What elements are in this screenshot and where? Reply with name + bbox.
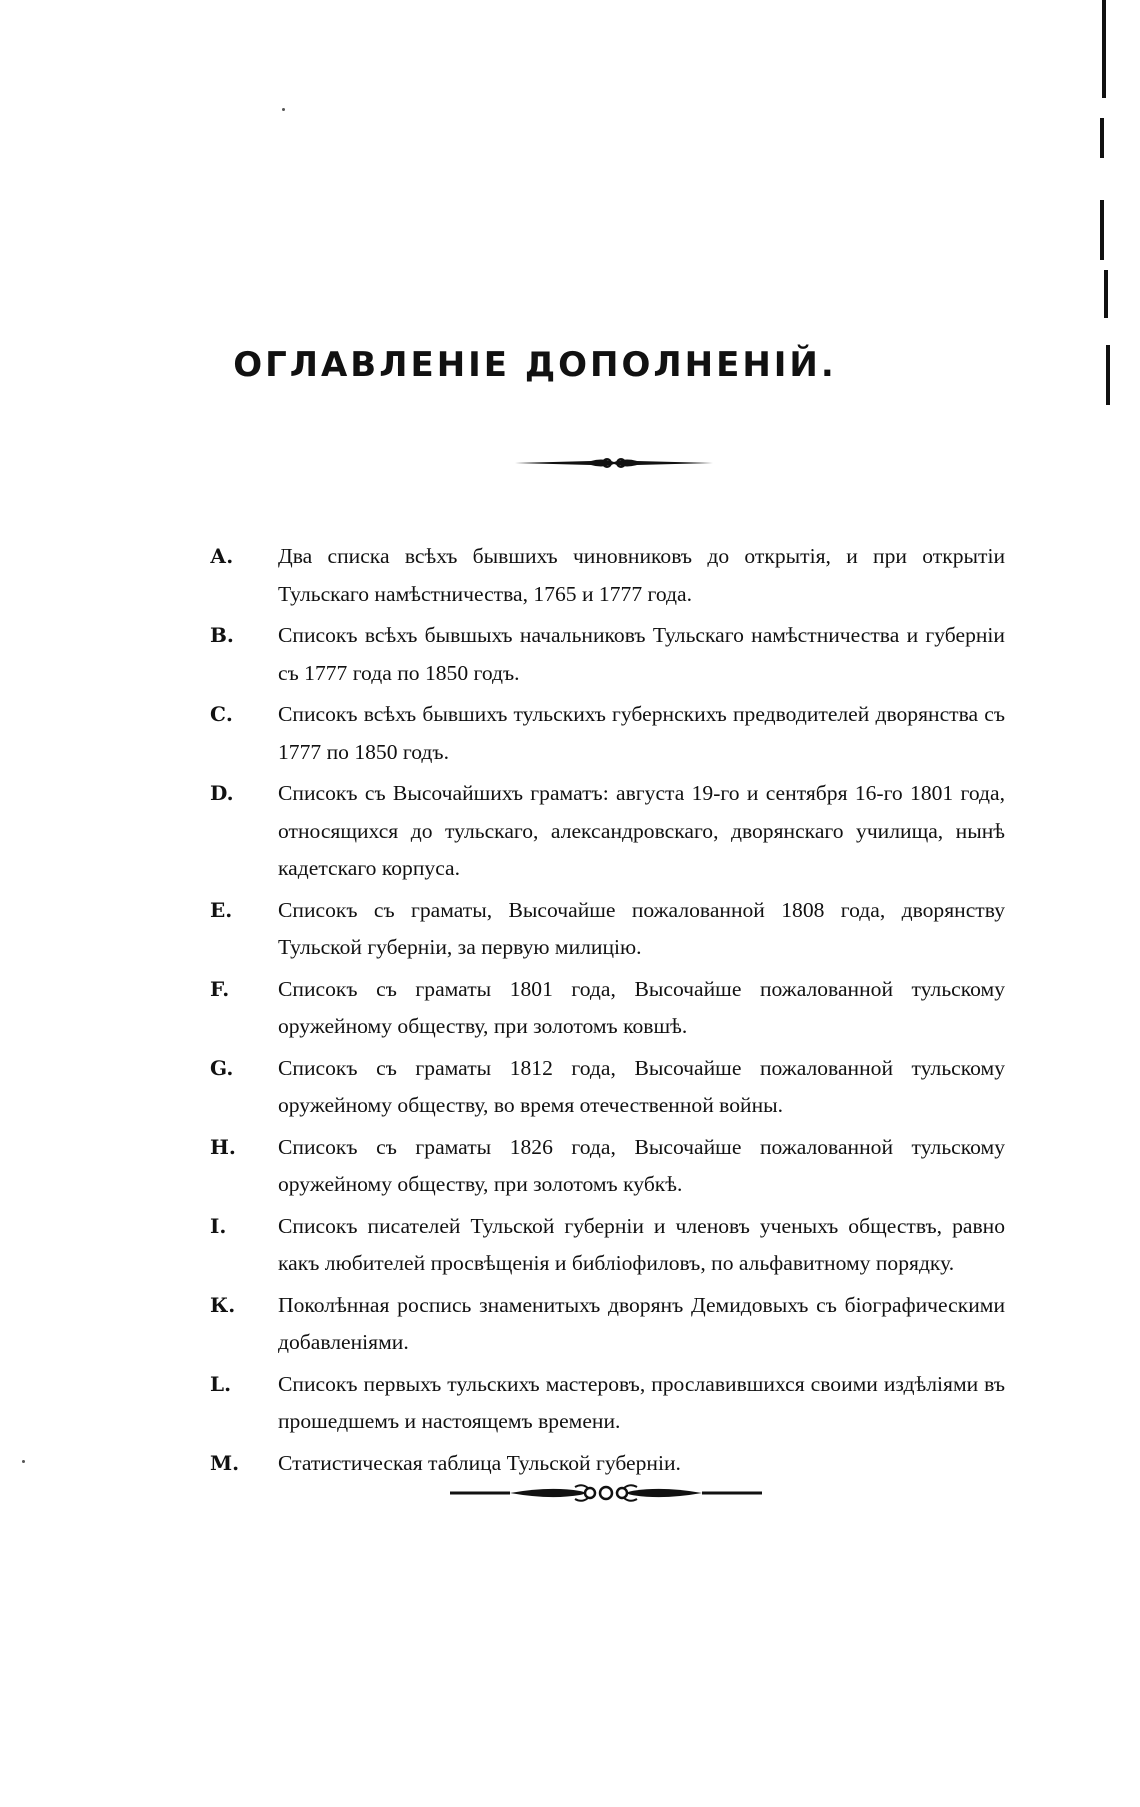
- toc-entry-letter: С.: [210, 702, 233, 726]
- toc-entry-text: Списокъ первыхъ тульскихъ мастеровъ, прославившихся своими издѣліями въ прошедшемъ и настоящемъ времени.: [278, 1371, 1005, 1433]
- scan-edge-line: [1104, 270, 1108, 318]
- scan-edge-line: [1106, 345, 1110, 405]
- toc-entry: [210, 1208, 1005, 1283]
- toc-entry-text: Статистическая таблица Тульской губерніи.: [278, 1450, 681, 1475]
- toc-entry-letter: G.: [210, 1055, 234, 1080]
- toc-entry: [210, 892, 1005, 967]
- top-ornament-divider: [515, 455, 713, 471]
- toc-entry-letter: I.: [210, 1213, 227, 1238]
- toc-entry-text: Списокъ съ граматы 1812 года, Высочайше пожалованной тульскому оружейному обществу, во время отечественной войны.: [278, 1055, 1005, 1117]
- toc-entry: [210, 538, 1005, 613]
- toc-entry: [210, 1129, 1005, 1204]
- toc-entry-text: Два списка всѣхъ бывшихъ чиновниковъ до открытія, и при открытіи Тульскаго намѣстничества, 1765 и 1777 года.: [278, 544, 1005, 606]
- toc-entry-letter: А.: [210, 544, 234, 568]
- bottom-ornament-divider: [450, 1482, 762, 1504]
- toc-entry-text: Списокъ съ Высочайшихъ граматъ: августа 19-го и сентября 16-го 1801 года, относящихся до тульскаго, александровскаго, дворянскаго училища, нынѣ кадетскаго корпуса.: [278, 781, 1005, 880]
- toc-entry-text: Списокъ всѣхъ бывшыхъ начальниковъ Тульскаго намѣстничества и губерніи съ 1777 года по 1850 годъ.: [278, 623, 1005, 685]
- toc-entry: [210, 696, 1005, 771]
- scan-speck: [22, 1460, 25, 1463]
- toc-entry-letter: D.: [210, 781, 234, 805]
- toc-entry: [210, 617, 1005, 692]
- toc-entry-letter: К.: [210, 1292, 236, 1317]
- toc-entry: [210, 1445, 1005, 1483]
- page-title: ОГЛАВЛЕНІЕ ДОПОЛНЕНІЙ.: [233, 345, 837, 385]
- scan-speck: [282, 108, 285, 111]
- toc-entry-text: Списокъ писателей Тульской губерніи и членовъ ученыхъ обществъ, равно какъ любителей просвѣщенія и библіофиловъ, по альфавитному порядку.: [278, 1213, 1005, 1275]
- scan-edge-line: [1102, 0, 1106, 98]
- toc-entry-letter: Н.: [210, 1134, 236, 1159]
- toc-entry-text: Списокъ съ граматы 1801 года, Высочайше пожалованной тульскому оружейному обществу, при золотомъ ковшѣ.: [278, 976, 1005, 1038]
- toc-entry-text: Поколѣнная роспись знаменитыхъ дворянъ Демидовыхъ съ біографическими добавленіями.: [278, 1292, 1005, 1354]
- scan-edge-line: [1100, 118, 1104, 158]
- toc-entry-letter: F.: [210, 976, 230, 1001]
- toc-entry-text: Списокъ съ граматы, Высочайше пожалованной 1808 года, дворянству Тульской губерніи, за первую милицію.: [278, 897, 1005, 959]
- toc-entry: [210, 971, 1005, 1046]
- toc-entry-letter: L.: [210, 1371, 232, 1396]
- toc-entry-text: Списокъ всѣхъ бывшихъ тульскихъ губернскихъ предводителей дворянства съ 1777 по 1850 годъ.: [278, 702, 1005, 764]
- toc-entry-letter: В.: [210, 623, 234, 647]
- scan-edge-line: [1100, 200, 1104, 260]
- toc-entry-letter: М.: [210, 1450, 240, 1475]
- table-of-contents: [210, 538, 1005, 1486]
- toc-entry: [210, 1287, 1005, 1362]
- toc-entry-text: Списокъ съ граматы 1826 года, Высочайше пожалованной тульскому оружейному обществу, при золотомъ кубкѣ.: [278, 1134, 1005, 1196]
- toc-entry: [210, 1366, 1005, 1441]
- toc-entry: [210, 775, 1005, 888]
- toc-entry: [210, 1050, 1005, 1125]
- toc-entry-letter: Е.: [210, 897, 233, 922]
